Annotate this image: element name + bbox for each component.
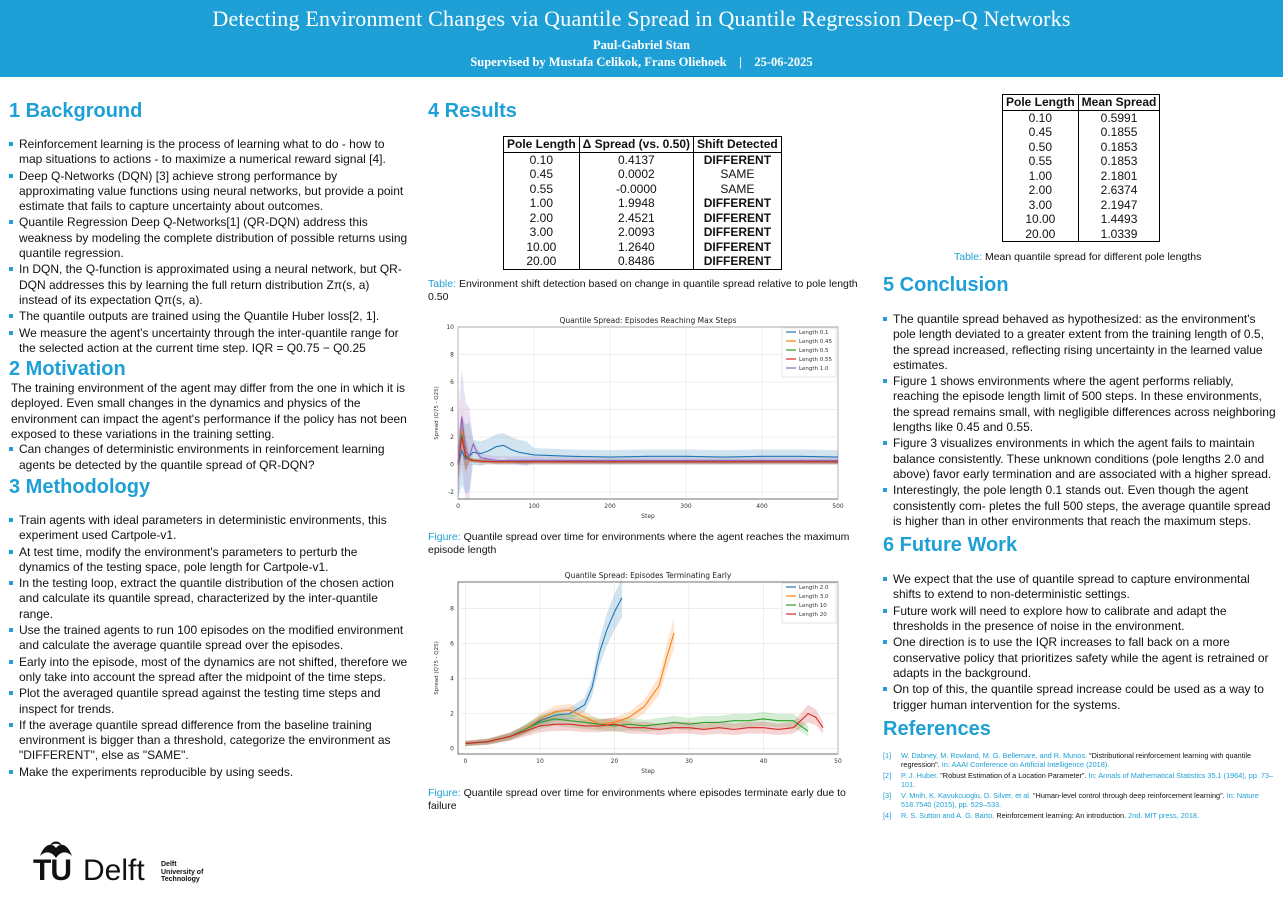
x-axis-label: Step — [641, 768, 655, 775]
reference-title: "Distributional reinforcement learning with quantile regression". — [901, 750, 1252, 770]
reference-title: "Robust Estimation of a Location Parameter". — [940, 770, 1089, 780]
x-tick-label: 0 — [456, 503, 460, 510]
table-row — [1003, 198, 1160, 213]
y-axis-label: Spread (Q75 - Q25) — [434, 386, 440, 440]
table-cell: 0.4137 — [579, 152, 693, 167]
background-heading: 1 Background — [9, 100, 143, 122]
mean-spread-table — [1002, 94, 1160, 242]
list-item: The quantile outputs are trained using the Quantile Huber loss[2, 1]. — [9, 309, 409, 324]
table-cell: 1.9948 — [579, 196, 693, 211]
caption-label: Table: — [954, 251, 983, 263]
logo-small-line: University of — [161, 868, 204, 876]
x-tick-label: 40 — [759, 758, 768, 765]
methodology-list — [9, 513, 409, 780]
table-cell: 0.10 — [504, 152, 580, 167]
y-axis-label: Spread (Q75 - Q25) — [434, 641, 440, 695]
table-cell: 2.1801 — [1078, 169, 1160, 184]
early-termination-chart — [428, 568, 858, 780]
x-tick-label: 400 — [756, 503, 768, 510]
future-work-heading: 6 Future Work — [883, 534, 1018, 557]
caption-label: Table: — [428, 278, 457, 290]
reference-authors: P. J. Huber. — [901, 770, 941, 780]
table-cell: 0.10 — [1003, 110, 1079, 125]
caption-text: Quantile spread over time for environments where episodes terminate early due to failure — [428, 787, 846, 812]
table-row — [504, 196, 782, 211]
list-item: Can changes of deterministic environments in reinforcement learning agents be detected by the quantile spread of QR-DQN? — [9, 442, 409, 473]
table-cell: DIFFERENT — [694, 254, 782, 269]
y-tick-label: 8 — [450, 605, 454, 613]
reference-number: [4] — [883, 810, 892, 820]
table-header: Shift Detected — [694, 137, 782, 153]
caption-label: Figure: — [428, 531, 461, 543]
list-item: In DQN, the Q-function is approximated using a neural network, but QR-DQN addresses this by learning the full return distribution Zπ(s, a) instead of its expectation Qπ(s, a). — [9, 262, 409, 308]
table-cell: 0.45 — [1003, 125, 1079, 140]
reference-number: [2] — [883, 770, 892, 780]
list-item: On top of this, the quantile spread increase could be used as a way to trigger human intervention for the systems. — [883, 682, 1278, 713]
table-cell: 2.00 — [1003, 183, 1079, 198]
y-tick-label: 8 — [450, 351, 454, 359]
legend-label: Length 2.0 — [799, 585, 829, 591]
reference-item — [883, 791, 1278, 810]
reference-item — [883, 811, 1278, 821]
x-tick-label: 30 — [685, 758, 693, 765]
table-cell: 0.1853 — [1078, 154, 1160, 169]
x-tick-label: 10 — [536, 758, 544, 765]
motivation-paragraph: The training environment of the agent may differ from the one in which it is deployed. Even small changes in the dynamics and physics of the environment can impact the agent's performance if the policy has not been exposed to these variations in the training setting. — [11, 381, 407, 442]
table-cell: 2.0093 — [579, 225, 693, 240]
table-cell: SAME — [694, 167, 782, 182]
table-cell: 1.0339 — [1078, 227, 1160, 242]
table-cell: 20.00 — [1003, 227, 1079, 242]
table-cell: 1.00 — [504, 196, 580, 211]
logo-delft: Delft — [83, 854, 145, 887]
y-tick-label: 6 — [450, 379, 454, 387]
table-cell: DIFFERENT — [694, 240, 782, 255]
reference-title: "Human-level control through deep reinforcement learning". — [1032, 790, 1227, 800]
reference-venue: In: Annals of Mathematical Statistics 35.1 (1964), pp. 73–101. — [901, 770, 1274, 790]
future-work-list — [883, 572, 1278, 713]
list-item: Interestingly, the pole length 0.1 stands out. Even though the agent consistently com- pletes the full 500 steps, the average quantile spread is higher than in other environments that reach the maximum steps. — [883, 483, 1278, 529]
logo-small-text — [161, 861, 203, 884]
conclusion-heading: 5 Conclusion — [883, 274, 1009, 296]
table-header: Δ Spread (vs. 0.50) — [579, 137, 693, 153]
table-cell: DIFFERENT — [694, 225, 782, 240]
list-item: Reinforcement learning is the process of learning what to do - how to map situations to actions - to maximize a numerical reward signal [4]. — [9, 137, 409, 168]
logo-small-line: Technology — [161, 876, 200, 883]
list-item: Future work will need to explore how to calibrate and adapt the thresholds in the presence of noise in the environment. — [883, 604, 1278, 635]
chart-title: Quantile Spread: Episodes Terminating Early — [564, 571, 732, 580]
x-tick-label: 200 — [604, 503, 616, 510]
plot-frame — [458, 327, 838, 499]
table-header: Mean Spread — [1078, 95, 1160, 111]
list-item: Deep Q-Networks (DQN) [3] achieve strong performance by approximating value functions using neural networks, but provide a point estimate that fails to capture uncertainty about outcomes. — [9, 169, 409, 215]
legend-label: Length 0.1 — [799, 330, 829, 336]
reference-venue: In: AAAI Conference on Artificial Intelligence (2018). — [941, 760, 1110, 770]
table-row — [1003, 212, 1160, 227]
shift-detection-table — [503, 136, 782, 270]
reference-number: [3] — [883, 790, 892, 800]
figure2-caption — [428, 787, 868, 813]
list-item: Early into the episode, most of the dynamics are not shifted, therefore we only take into account the spread after the midpoint of the time steps. — [9, 655, 409, 686]
y-tick-label: 10 — [446, 324, 454, 331]
separator: | — [739, 55, 742, 69]
table-header: Pole Length — [504, 137, 580, 153]
x-axis-label: Step — [641, 513, 655, 520]
caption-text: Quantile spread over time for environments where the agent reaches the maximum episode length — [428, 531, 850, 556]
list-item: If the average quantile spread difference from the baseline training environment is bigger than a threshold, categorize the environment as "DIFFERENT", else as "SAME". — [9, 718, 409, 764]
methodology-heading: 3 Methodology — [9, 475, 151, 498]
table-row — [1003, 169, 1160, 184]
table-row — [504, 254, 782, 269]
list-item: Plot the averaged quantile spread against the testing time steps and inspect for trends. — [9, 686, 409, 717]
table-cell: DIFFERENT — [694, 196, 782, 211]
x-tick-label: 100 — [528, 503, 540, 510]
table-cell: DIFFERENT — [694, 211, 782, 226]
legend-label: Length 20 — [799, 612, 827, 618]
table-cell: 3.00 — [1003, 198, 1079, 213]
table-row — [1003, 227, 1160, 242]
x-tick-label: 20 — [610, 758, 619, 765]
table-cell: 10.00 — [1003, 212, 1079, 227]
reference-item — [883, 771, 1278, 790]
motivation-list — [9, 442, 409, 473]
table-row — [504, 182, 782, 197]
table-cell: 0.45 — [504, 167, 580, 182]
y-tick-label: 4 — [450, 675, 454, 683]
table-cell: 0.5991 — [1078, 110, 1160, 125]
list-item: The quantile spread behaved as hypothesized: as the environment's pole length deviated to a greater extent from the training length of 0.5, the spread increased, reflecting rising uncertainty in the learned value estimates. — [883, 312, 1278, 373]
table-cell: 0.1855 — [1078, 125, 1160, 140]
table-cell: 0.1853 — [1078, 140, 1160, 155]
table-cell: 0.50 — [1003, 140, 1079, 155]
reference-title: Reinforcement learning: An introduction. — [996, 810, 1129, 820]
table-cell: 2.6374 — [1078, 183, 1160, 198]
left-column — [9, 99, 409, 781]
table-row — [504, 225, 782, 240]
list-item: One direction is to use the IQR increases to fall back on a more conservative policy that prioritizes safety while the agent is retrained or adapts in the background. — [883, 635, 1278, 681]
y-tick-label: 2 — [450, 710, 454, 718]
table-cell: 2.1947 — [1078, 198, 1160, 213]
x-tick-label: 300 — [680, 503, 692, 510]
tu-delft-logo — [33, 838, 223, 890]
list-item: We expect that the use of quantile spread to capture environmental shifts to extend to non-deterministic settings. — [883, 572, 1278, 603]
references-list — [883, 751, 1278, 821]
y-tick-label: -2 — [448, 489, 454, 497]
reference-venue: In: Nature 518.7540 (2015), pp. 529–533. — [901, 790, 1259, 810]
legend-label: Length 0.45 — [799, 339, 832, 345]
results-heading: 4 Results — [428, 100, 517, 122]
list-item: Make the experiments reproducible by using seeds. — [9, 765, 409, 780]
table-cell: 1.00 — [1003, 169, 1079, 184]
reference-number: [1] — [883, 750, 892, 760]
y-tick-label: 2 — [450, 434, 454, 442]
poster-title: Detecting Environment Changes via Quantile Spread in Quantile Regression Deep-Q Networks — [212, 6, 1071, 31]
motivation-heading: 2 Motivation — [9, 358, 126, 381]
list-item: Figure 1 shows environments where the agent performs reliably, reaching the episode length limit of 500 steps. In these environments, the spread remains small, with negligible differences across neighboring lengths like 0.45 and 0.55. — [883, 374, 1278, 435]
background-list — [9, 137, 409, 356]
table-cell: 10.00 — [504, 240, 580, 255]
table-row — [504, 167, 782, 182]
x-tick-label: 500 — [832, 503, 844, 510]
legend-label: Length 0.55 — [799, 357, 832, 363]
references-heading: References — [883, 717, 991, 740]
x-tick-label: 0 — [463, 758, 468, 765]
table-cell: -0.0000 — [579, 182, 693, 197]
legend-label: Length 3.0 — [799, 594, 829, 600]
table-cell: 1.4493 — [1078, 212, 1160, 227]
supervisors-line — [0, 55, 1283, 70]
list-item: We measure the agent's uncertainty through the inter-quantile range for the selected action at the current time step. IQR = Q0.75 − Q0.25 — [9, 326, 409, 357]
list-item: Use the trained agents to run 100 episodes on the modified environment and calculate the average quantile spread over the episodes. — [9, 623, 409, 654]
max-steps-chart — [428, 313, 858, 525]
table-cell: 20.00 — [504, 254, 580, 269]
y-tick-label: 4 — [450, 406, 454, 414]
table-cell: 2.4521 — [579, 211, 693, 226]
legend-label: Length 1.0 — [799, 366, 829, 372]
y-tick-label: 0 — [450, 745, 454, 753]
table-cell: DIFFERENT — [694, 152, 782, 167]
legend-label: Length 0.5 — [799, 348, 829, 354]
figure2-plot — [428, 568, 858, 780]
caption-text: Mean quantile spread for different pole lengths — [984, 251, 1202, 263]
table-cell: 2.00 — [504, 211, 580, 226]
table-header: Pole Length — [1003, 95, 1079, 111]
list-item: In the testing loop, extract the quantile distribution of the chosen action and calculate its quantile spread, characterized by the inter-quantile range. — [9, 576, 409, 622]
table-row — [1003, 110, 1160, 125]
figure1-plot — [428, 313, 858, 525]
table-cell: 1.2640 — [579, 240, 693, 255]
reference-item — [883, 751, 1278, 770]
table1-caption — [428, 278, 868, 304]
list-item: At test time, modify the environment's parameters to perturb the dynamics of the testing space, pole length for Cartpole-v1. — [9, 545, 409, 576]
author: Paul-Gabriel Stan — [593, 38, 690, 52]
chart-title: Quantile Spread: Episodes Reaching Max Steps — [559, 316, 737, 325]
caption-label: Figure: — [428, 787, 461, 799]
logo-small-line: Delft — [161, 861, 177, 868]
table2-caption — [954, 251, 1254, 264]
list-item: Train agents with ideal parameters in deterministic environments, this experiment used Cartpole-v1. — [9, 513, 409, 544]
figure1-caption — [428, 531, 868, 557]
reference-venue: 2nd. MIT press, 2018. — [1128, 810, 1200, 820]
table-row — [504, 211, 782, 226]
list-item: Quantile Regression Deep Q-Networks[1] (QR-DQN) address this weakness by modeling the complete distribution of possible returns using quantile regression. — [9, 215, 409, 261]
reference-authors: W. Dabney, M. Rowland, M. G. Bellemare, and R. Munos. — [901, 750, 1090, 760]
table-cell: 3.00 — [504, 225, 580, 240]
table-row — [1003, 125, 1160, 140]
table-row — [1003, 140, 1160, 155]
table-row — [1003, 154, 1160, 169]
poster-header — [0, 0, 1283, 77]
table-row — [1003, 183, 1160, 198]
y-tick-label: 6 — [450, 640, 454, 648]
table-row — [504, 152, 782, 167]
list-item: Figure 3 visualizes environments in which the agent fails to maintain balance consistently. These unknown conditions (pole lengths 2.0 and above) favor early termination and are associated with a higher spread. — [883, 436, 1278, 482]
reference-authors: R. S. Sutton and A. G. Barto. — [901, 810, 997, 820]
table-cell: SAME — [694, 182, 782, 197]
x-tick-label: 50 — [834, 758, 842, 765]
table-cell: 0.8486 — [579, 254, 693, 269]
legend-label: Length 10 — [799, 603, 827, 609]
y-tick-label: 0 — [450, 461, 454, 469]
table-cell: 0.0002 — [579, 167, 693, 182]
conclusion-list — [883, 312, 1278, 529]
supervisors: Supervised by Mustafa Celikok, Frans Oliehoek — [470, 55, 727, 69]
table-cell: 0.55 — [1003, 154, 1079, 169]
right-column — [883, 273, 1278, 821]
logo-tu: TU — [33, 854, 71, 887]
caption-text: Environment shift detection based on change in quantile spread relative to pole length 0.50 — [428, 278, 858, 303]
reference-authors: V. Mnih, K. Kavukcuoglu, D. Silver, et al. — [901, 790, 1033, 800]
table-row — [504, 240, 782, 255]
table-cell: 0.55 — [504, 182, 580, 197]
date: 25-06-2025 — [754, 55, 813, 69]
